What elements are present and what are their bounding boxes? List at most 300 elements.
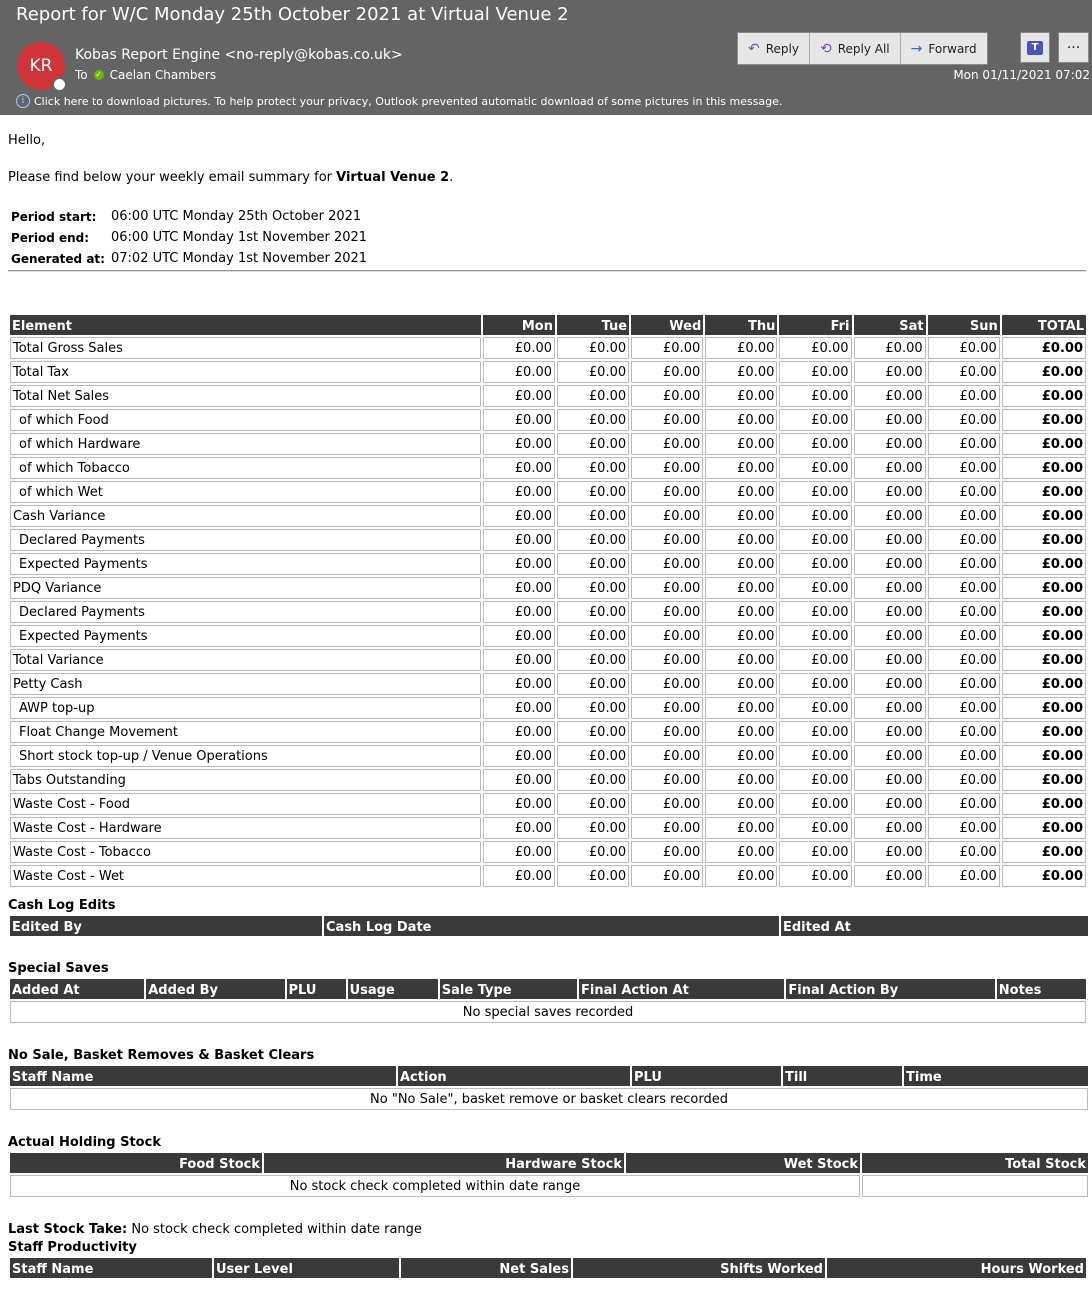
reply-button[interactable] <box>738 33 810 64</box>
table-row <box>10 769 1086 791</box>
day-value: £0.00 <box>779 649 851 671</box>
column-header: Hours Worked <box>827 1258 1086 1278</box>
table-row <box>10 1088 1088 1110</box>
day-value: £0.00 <box>779 337 851 359</box>
day-value: £0.00 <box>705 649 777 671</box>
column-header: Added By <box>146 979 284 999</box>
day-value: £0.00 <box>779 673 851 695</box>
day-value: £0.00 <box>854 793 926 815</box>
day-value: £0.00 <box>928 649 1000 671</box>
no-sale-empty: No "No Sale", basket remove or basket clears recorded <box>10 1088 1088 1110</box>
day-value: £0.00 <box>928 385 1000 407</box>
day-value: £0.00 <box>854 529 926 551</box>
day-value: £0.00 <box>557 481 629 503</box>
column-header: Total Stock <box>862 1153 1088 1173</box>
day-value: £0.00 <box>779 529 851 551</box>
day-value: £0.00 <box>483 673 555 695</box>
day-value: £0.00 <box>483 385 555 407</box>
day-value: £0.00 <box>631 505 703 527</box>
row-total: £0.00 <box>1002 793 1086 815</box>
day-value: £0.00 <box>705 793 777 815</box>
day-value: £0.00 <box>483 769 555 791</box>
day-value: £0.00 <box>705 577 777 599</box>
day-value: £0.00 <box>705 625 777 647</box>
table-row <box>10 817 1086 839</box>
day-value: £0.00 <box>705 505 777 527</box>
day-value: £0.00 <box>705 529 777 551</box>
period-row <box>9 249 369 268</box>
more-actions-button[interactable] <box>1058 32 1089 63</box>
day-value: £0.00 <box>928 697 1000 719</box>
row-label: AWP top-up <box>10 697 481 719</box>
row-total: £0.00 <box>1002 817 1086 839</box>
special-saves-title: Special Saves <box>8 961 109 976</box>
day-value: £0.00 <box>557 841 629 863</box>
day-value: £0.00 <box>557 793 629 815</box>
table-row <box>10 1175 1088 1197</box>
day-value: £0.00 <box>483 601 555 623</box>
row-total: £0.00 <box>1002 841 1086 863</box>
day-value: £0.00 <box>854 865 926 887</box>
day-value: £0.00 <box>557 625 629 647</box>
day-value: £0.00 <box>779 433 851 455</box>
day-value: £0.00 <box>779 841 851 863</box>
day-value: £0.00 <box>928 841 1000 863</box>
row-total: £0.00 <box>1002 625 1086 647</box>
day-value: £0.00 <box>854 337 926 359</box>
recipient-name[interactable]: Caelan Chambers <box>109 68 217 82</box>
row-label: Total Gross Sales <box>10 337 481 359</box>
day-value: £0.00 <box>557 505 629 527</box>
table-row <box>10 721 1086 743</box>
day-value: £0.00 <box>705 457 777 479</box>
table-row <box>10 865 1086 887</box>
column-header: Time <box>904 1066 1088 1086</box>
period-value: 06:00 UTC Monday 25th October 2021 <box>111 209 362 224</box>
day-value: £0.00 <box>928 553 1000 575</box>
day-value: £0.00 <box>854 697 926 719</box>
day-value: £0.00 <box>483 745 555 767</box>
row-total: £0.00 <box>1002 481 1086 503</box>
day-value: £0.00 <box>779 457 851 479</box>
day-value: £0.00 <box>483 409 555 431</box>
day-value: £0.00 <box>557 577 629 599</box>
table-row <box>10 793 1086 815</box>
table-row <box>10 481 1086 503</box>
day-value: £0.00 <box>928 769 1000 791</box>
day-value: £0.00 <box>928 505 1000 527</box>
email-date: Mon 01/11/2021 07:02 <box>953 68 1090 82</box>
day-value: £0.00 <box>779 721 851 743</box>
day-value: £0.00 <box>854 577 926 599</box>
day-value: £0.00 <box>779 745 851 767</box>
column-header: Net Sales <box>401 1258 571 1278</box>
column-header-thu: Thu <box>705 315 777 335</box>
to-label: To <box>75 68 88 82</box>
row-label: of which Food <box>10 409 481 431</box>
day-value: £0.00 <box>854 721 926 743</box>
day-value: £0.00 <box>557 769 629 791</box>
day-value: £0.00 <box>631 817 703 839</box>
day-value: £0.00 <box>631 745 703 767</box>
day-value: £0.00 <box>705 553 777 575</box>
day-value: £0.00 <box>854 457 926 479</box>
day-value: £0.00 <box>779 361 851 383</box>
day-value: £0.00 <box>557 553 629 575</box>
row-total: £0.00 <box>1002 337 1086 359</box>
column-header: Wet Stock <box>626 1153 860 1173</box>
column-header: Hardware Stock <box>264 1153 624 1173</box>
intro-prefix: Please find below your weekly email summary for <box>8 170 337 185</box>
row-label: Tabs Outstanding <box>10 769 481 791</box>
day-value: £0.00 <box>483 721 555 743</box>
day-value: £0.00 <box>928 817 1000 839</box>
row-total: £0.00 <box>1002 529 1086 551</box>
column-header-tue: Tue <box>557 315 629 335</box>
column-header: Till <box>783 1066 902 1086</box>
column-header: Notes <box>997 979 1086 999</box>
day-value: £0.00 <box>483 697 555 719</box>
cash-log-edits-title: Cash Log Edits <box>8 898 116 913</box>
day-value: £0.00 <box>631 793 703 815</box>
day-value: £0.00 <box>854 361 926 383</box>
download-pictures-bar[interactable] <box>16 94 782 108</box>
day-value: £0.00 <box>557 601 629 623</box>
day-value: £0.00 <box>631 361 703 383</box>
day-value: £0.00 <box>705 865 777 887</box>
day-value: £0.00 <box>631 457 703 479</box>
response-buttons <box>737 32 988 65</box>
day-value: £0.00 <box>631 577 703 599</box>
day-value: £0.00 <box>854 385 926 407</box>
day-value: £0.00 <box>631 553 703 575</box>
day-value: £0.00 <box>483 841 555 863</box>
column-header-element: Element <box>10 315 481 335</box>
day-value: £0.00 <box>928 433 1000 455</box>
day-value: £0.00 <box>631 673 703 695</box>
column-header: Added At <box>10 979 144 999</box>
day-value: £0.00 <box>483 865 555 887</box>
day-value: £0.00 <box>854 505 926 527</box>
holding-stock-blank-cell <box>862 1175 1088 1197</box>
row-label: of which Tobacco <box>10 457 481 479</box>
day-value: £0.00 <box>557 409 629 431</box>
special-saves-table <box>8 977 1088 1025</box>
day-value: £0.00 <box>483 649 555 671</box>
day-value: £0.00 <box>483 457 555 479</box>
period-value: 07:02 UTC Monday 1st November 2021 <box>111 251 368 266</box>
row-label: Total Tax <box>10 361 481 383</box>
row-total: £0.00 <box>1002 361 1086 383</box>
day-value: £0.00 <box>779 577 851 599</box>
row-total: £0.00 <box>1002 433 1086 455</box>
day-value: £0.00 <box>483 505 555 527</box>
row-label: Expected Payments <box>10 553 481 575</box>
table-row <box>10 385 1086 407</box>
day-value: £0.00 <box>705 697 777 719</box>
column-header: Sale Type <box>440 979 577 999</box>
intro-line <box>8 170 453 185</box>
day-value: £0.00 <box>705 673 777 695</box>
table-row <box>10 673 1086 695</box>
day-value: £0.00 <box>483 433 555 455</box>
reply-label: Reply <box>765 41 799 56</box>
row-total: £0.00 <box>1002 505 1086 527</box>
reply-icon: ↶ <box>748 40 760 57</box>
column-header: Food Stock <box>10 1153 262 1173</box>
table-row <box>10 625 1086 647</box>
day-value: £0.00 <box>631 529 703 551</box>
row-label: Waste Cost - Tobacco <box>10 841 481 863</box>
day-value: £0.00 <box>631 769 703 791</box>
avatar-initials: KR <box>29 56 53 76</box>
table-row <box>10 1001 1086 1023</box>
period-row <box>9 207 369 226</box>
table-row <box>10 361 1086 383</box>
column-header: Final Action By <box>786 979 994 999</box>
day-value: £0.00 <box>557 721 629 743</box>
recipient-line <box>75 68 216 82</box>
row-total: £0.00 <box>1002 601 1086 623</box>
day-value: £0.00 <box>854 601 926 623</box>
weekly-summary-table <box>8 313 1088 889</box>
day-value: £0.00 <box>854 409 926 431</box>
teams-button[interactable] <box>1020 32 1050 63</box>
forward-label: Forward <box>928 41 977 56</box>
day-value: £0.00 <box>557 649 629 671</box>
table-row <box>10 577 1086 599</box>
period-row <box>9 228 369 247</box>
holding-stock-title: Actual Holding Stock <box>8 1135 161 1150</box>
day-value: £0.00 <box>483 625 555 647</box>
download-pictures-text[interactable]: Click here to download pictures. To help protect your privacy, Outlook prevented automatic download of some pictures in this message. <box>34 94 783 108</box>
day-value: £0.00 <box>483 337 555 359</box>
day-value: £0.00 <box>483 817 555 839</box>
day-value: £0.00 <box>928 721 1000 743</box>
column-header: Usage <box>348 979 438 999</box>
column-header: Cash Log Date <box>324 916 779 936</box>
column-header: Action <box>398 1066 630 1086</box>
teams-icon: T <box>1027 41 1043 55</box>
period-table <box>7 205 371 270</box>
day-value: £0.00 <box>557 337 629 359</box>
day-value: £0.00 <box>631 601 703 623</box>
table-row <box>10 841 1086 863</box>
last-stock-label: Last Stock Take: <box>8 1222 128 1237</box>
reply-all-button[interactable] <box>810 33 901 64</box>
table-row <box>10 697 1086 719</box>
presence-indicator <box>52 77 67 92</box>
greeting: Hello, <box>8 133 46 148</box>
table-row <box>10 433 1086 455</box>
day-value: £0.00 <box>705 433 777 455</box>
day-value: £0.00 <box>854 433 926 455</box>
day-value: £0.00 <box>631 481 703 503</box>
more-icon: ··· <box>1066 39 1081 56</box>
row-label: Petty Cash <box>10 673 481 695</box>
column-header: Shifts Worked <box>573 1258 825 1278</box>
column-header-fri: Fri <box>779 315 851 335</box>
cash-log-edits-table <box>8 914 1090 938</box>
day-value: £0.00 <box>557 529 629 551</box>
day-value: £0.00 <box>705 361 777 383</box>
day-value: £0.00 <box>705 817 777 839</box>
day-value: £0.00 <box>705 337 777 359</box>
row-label: Declared Payments <box>10 529 481 551</box>
row-total: £0.00 <box>1002 865 1086 887</box>
forward-icon: → <box>910 40 923 57</box>
column-header-total: TOTAL <box>1002 315 1086 335</box>
table-row <box>10 337 1086 359</box>
venue-name: Virtual Venue 2 <box>336 170 450 185</box>
row-total: £0.00 <box>1002 649 1086 671</box>
day-value: £0.00 <box>779 697 851 719</box>
row-label: Cash Variance <box>10 505 481 527</box>
day-value: £0.00 <box>705 601 777 623</box>
day-value: £0.00 <box>779 481 851 503</box>
day-value: £0.00 <box>557 745 629 767</box>
day-value: £0.00 <box>631 337 703 359</box>
sender-name[interactable]: Kobas Report Engine <no-reply@kobas.co.uk> <box>75 47 403 63</box>
column-header-sat: Sat <box>854 315 926 335</box>
day-value: £0.00 <box>854 625 926 647</box>
table-row <box>10 553 1086 575</box>
day-value: £0.00 <box>854 769 926 791</box>
day-value: £0.00 <box>483 793 555 815</box>
email-subject: Report for W/C Monday 25th October 2021 at Virtual Venue 2 <box>16 4 569 25</box>
row-total: £0.00 <box>1002 457 1086 479</box>
staff-productivity-table <box>8 1256 1088 1280</box>
day-value: £0.00 <box>928 409 1000 431</box>
row-label: Short stock top-up / Venue Operations <box>10 745 481 767</box>
row-label: Declared Payments <box>10 601 481 623</box>
day-value: £0.00 <box>631 409 703 431</box>
day-value: £0.00 <box>779 505 851 527</box>
day-value: £0.00 <box>705 745 777 767</box>
day-value: £0.00 <box>631 649 703 671</box>
day-value: £0.00 <box>779 769 851 791</box>
row-label: Waste Cost - Hardware <box>10 817 481 839</box>
day-value: £0.00 <box>631 625 703 647</box>
period-label: Period start: <box>11 209 97 224</box>
recipient-status-icon: ✓ <box>95 70 102 79</box>
column-header-sun: Sun <box>928 315 1000 335</box>
row-label: Waste Cost - Wet <box>10 865 481 887</box>
day-value: £0.00 <box>928 673 1000 695</box>
row-label: PDQ Variance <box>10 577 481 599</box>
day-value: £0.00 <box>631 385 703 407</box>
day-value: £0.00 <box>779 625 851 647</box>
column-header: PLU <box>287 979 346 999</box>
day-value: £0.00 <box>631 433 703 455</box>
day-value: £0.00 <box>928 793 1000 815</box>
row-label: Expected Payments <box>10 625 481 647</box>
row-total: £0.00 <box>1002 385 1086 407</box>
day-value: £0.00 <box>483 481 555 503</box>
day-value: £0.00 <box>557 385 629 407</box>
table-row <box>10 457 1086 479</box>
day-value: £0.00 <box>779 817 851 839</box>
day-value: £0.00 <box>928 481 1000 503</box>
day-value: £0.00 <box>483 529 555 551</box>
column-header: Staff Name <box>10 1258 212 1278</box>
column-header: Edited By <box>10 916 322 936</box>
table-row <box>10 745 1086 767</box>
day-value: £0.00 <box>483 577 555 599</box>
row-label: Float Change Movement <box>10 721 481 743</box>
day-value: £0.00 <box>928 457 1000 479</box>
table-row <box>10 601 1086 623</box>
row-total: £0.00 <box>1002 769 1086 791</box>
forward-button[interactable] <box>901 33 987 64</box>
no-sale-table <box>8 1064 1090 1112</box>
row-total: £0.00 <box>1002 697 1086 719</box>
email-header <box>0 0 1092 115</box>
day-value: £0.00 <box>854 481 926 503</box>
column-header: User Level <box>214 1258 399 1278</box>
period-value: 06:00 UTC Monday 1st November 2021 <box>111 230 368 245</box>
row-total: £0.00 <box>1002 673 1086 695</box>
holding-stock-table <box>8 1151 1090 1199</box>
table-row <box>10 505 1086 527</box>
day-value: £0.00 <box>779 385 851 407</box>
column-header: PLU <box>632 1066 781 1086</box>
day-value: £0.00 <box>928 601 1000 623</box>
day-value: £0.00 <box>705 385 777 407</box>
day-value: £0.00 <box>779 865 851 887</box>
table-row <box>10 409 1086 431</box>
row-label: Waste Cost - Food <box>10 793 481 815</box>
day-value: £0.00 <box>928 529 1000 551</box>
day-value: £0.00 <box>779 553 851 575</box>
intro-suffix: . <box>449 170 454 185</box>
row-label: of which Wet <box>10 481 481 503</box>
column-header-wed: Wed <box>631 315 703 335</box>
day-value: £0.00 <box>557 865 629 887</box>
column-header-mon: Mon <box>483 315 555 335</box>
period-label: Period end: <box>11 230 90 245</box>
row-label: of which Hardware <box>10 433 481 455</box>
column-header: Staff Name <box>10 1066 396 1086</box>
day-value: £0.00 <box>557 361 629 383</box>
column-header: Edited At <box>781 916 1088 936</box>
day-value: £0.00 <box>705 409 777 431</box>
day-value: £0.00 <box>705 721 777 743</box>
special-saves-empty: No special saves recorded <box>10 1001 1086 1023</box>
period-label: Generated at: <box>11 251 105 266</box>
table-row <box>10 529 1086 551</box>
day-value: £0.00 <box>779 601 851 623</box>
day-value: £0.00 <box>854 841 926 863</box>
day-value: £0.00 <box>483 361 555 383</box>
day-value: £0.00 <box>854 673 926 695</box>
row-total: £0.00 <box>1002 553 1086 575</box>
day-value: £0.00 <box>631 721 703 743</box>
day-value: £0.00 <box>631 865 703 887</box>
day-value: £0.00 <box>854 553 926 575</box>
day-value: £0.00 <box>928 577 1000 599</box>
day-value: £0.00 <box>557 457 629 479</box>
day-value: £0.00 <box>557 697 629 719</box>
day-value: £0.00 <box>928 625 1000 647</box>
day-value: £0.00 <box>631 697 703 719</box>
day-value: £0.00 <box>631 841 703 863</box>
day-value: £0.00 <box>928 865 1000 887</box>
info-icon: i <box>16 94 30 108</box>
row-label: Total Variance <box>10 649 481 671</box>
divider <box>8 270 1086 272</box>
day-value: £0.00 <box>854 649 926 671</box>
